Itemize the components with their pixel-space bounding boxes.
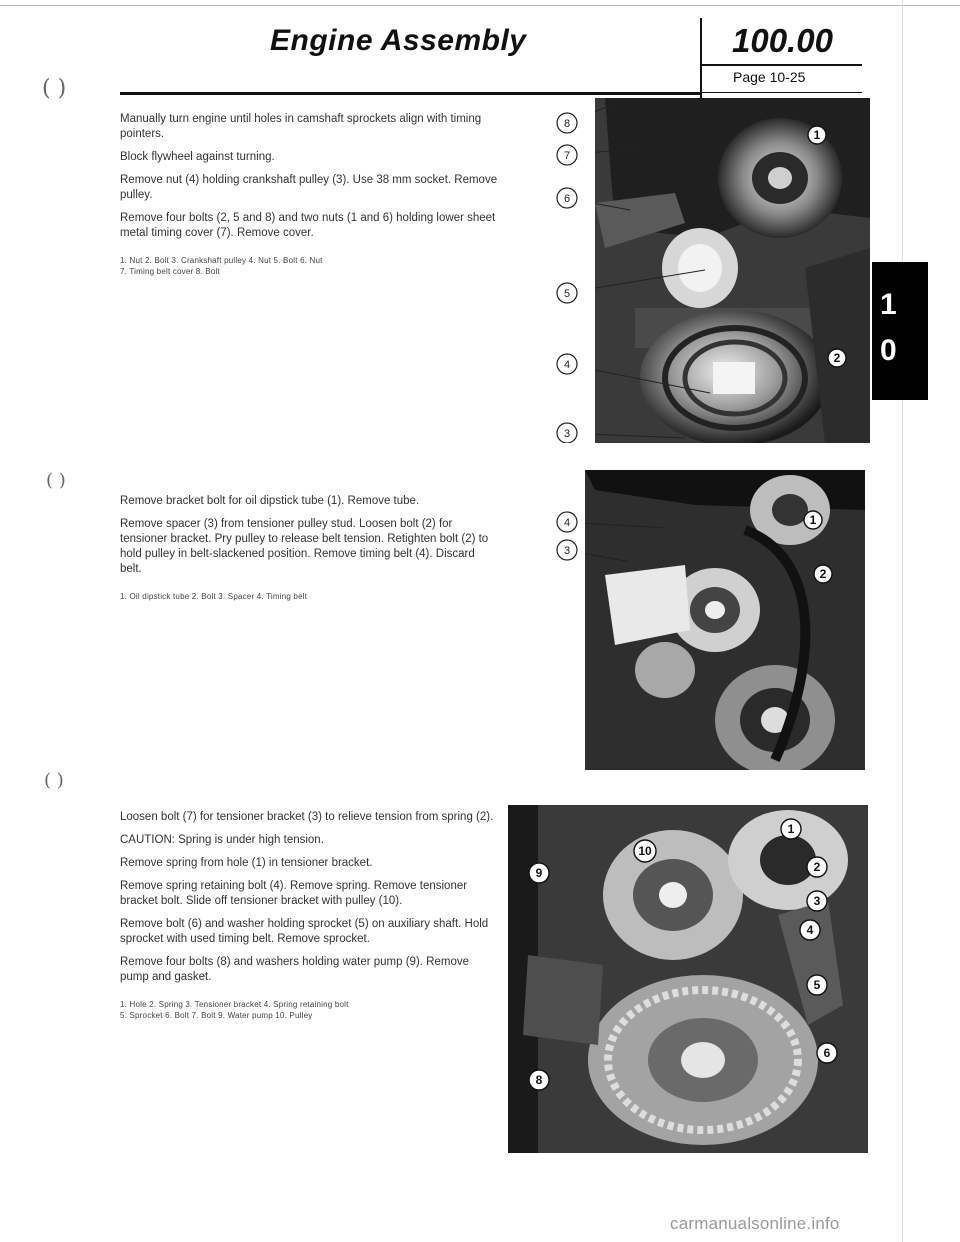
- tab-line: 0: [880, 334, 897, 367]
- callout-label: 5: [563, 288, 571, 300]
- tab-line: 1: [880, 288, 897, 321]
- section-2: [120, 494, 498, 602]
- paragraph: Remove four bolts (2, 5 and 8) and two nuts (1 and 6) holding lower sheet metal timing cover (7). Remove cover.: [120, 212, 496, 239]
- header-rule: [120, 92, 700, 95]
- callout-label: 6: [563, 193, 571, 205]
- callout-label: 4: [806, 923, 814, 937]
- callout-label: 3: [813, 894, 821, 908]
- header-rule-right: [702, 92, 862, 93]
- page-title: Engine Assembly: [270, 24, 527, 57]
- callout-label: 1: [813, 128, 821, 142]
- paragraph: Remove spring retaining bolt (4). Remove spring. Remove tensioner bracket bolt. Slide off tensioner bracket with pulley (10).: [120, 880, 468, 907]
- callout-label: 8: [563, 118, 571, 130]
- paragraph: Loosen bolt (7) for tensioner bracket (3) to relieve tension from spring (2).: [120, 811, 494, 823]
- top-edge-line: [0, 5, 960, 6]
- paragraph: Remove spacer (3) from tensioner pulley stud. Loosen bolt (2) for tensioner bracket. Pry pulley to release belt tension. Retighten bolt (2) to hold pulley in belt-slackened position. Remove timing belt (4). Discard belt.: [120, 518, 489, 575]
- section-code: 100.00: [732, 22, 833, 59]
- page-number: Page 10-25: [733, 69, 806, 85]
- paragraph: CAUTION: Spring is under high tension.: [120, 834, 324, 846]
- paragraph: Remove nut (4) holding crankshaft pulley (3). Use 38 mm socket. Remove pulley.: [120, 174, 498, 201]
- figure-legend: 1. Oil dipstick tube 2. Bolt 3. Spacer 4. Timing belt: [120, 592, 308, 601]
- paragraph: Block flywheel against turning.: [120, 151, 275, 163]
- header-divider: [700, 18, 702, 98]
- callout-label: 6: [823, 1046, 831, 1060]
- callout-label: 1: [787, 822, 795, 836]
- callout-label: 3: [563, 545, 571, 557]
- watermark: carmanualsonline.info: [670, 1214, 840, 1233]
- section-3: [120, 810, 498, 1021]
- callout-label: 3: [563, 428, 571, 440]
- callout-label: 2: [819, 567, 827, 581]
- callout-label: 2: [833, 351, 841, 365]
- code-underline: [702, 64, 862, 66]
- figure-3-water-pump-photo: [508, 805, 868, 1153]
- callout-label: 5: [813, 978, 821, 992]
- figure-legend: 1. Hole 2. Spring 3. Tensioner bracket 4. Spring retaining bolt 5. Sprocket 6. Bolt 7. Bolt 9. Water pump 10. Pulley: [120, 1000, 349, 1020]
- figure-legend: 1. Nut 2. Bolt 3. Crankshaft pulley 4. Nut 5. Bolt 6. Nut 7. Timing belt cover 8. Bolt: [120, 256, 323, 276]
- callout-label: 2: [813, 860, 821, 874]
- figure-1-timing-cover-photo: [535, 98, 870, 443]
- page-edge: [902, 0, 903, 1242]
- paragraph: Remove bracket bolt for oil dipstick tube (1). Remove tube.: [120, 495, 420, 507]
- paragraph: Manually turn engine until holes in camshaft sprockets align with timing pointers.: [120, 113, 482, 140]
- callout-label: 7: [563, 150, 571, 162]
- callout-label: 8: [535, 1073, 543, 1087]
- callout-label: 10: [638, 844, 652, 858]
- repair-group-tab-label: [880, 282, 897, 374]
- binder-hole-mark: ( ): [44, 770, 64, 791]
- binder-hole-mark: ( ): [42, 76, 67, 101]
- callout-label: 1: [809, 513, 817, 527]
- callout-label: 9: [535, 866, 543, 880]
- callout-label: 4: [563, 359, 571, 371]
- paragraph: Remove bolt (6) and washer holding sprocket (5) on auxiliary shaft. Hold sprocket with used timing belt. Remove sprocket.: [120, 918, 489, 945]
- section-1: [120, 112, 498, 277]
- callout-label: 4: [563, 517, 571, 529]
- binder-hole-mark: ( ): [46, 470, 66, 491]
- figure-2-timing-belt-photo: [545, 470, 865, 770]
- paragraph: Remove four bolts (8) and washers holding water pump (9). Remove pump and gasket.: [120, 956, 469, 983]
- paragraph: Remove spring from hole (1) in tensioner bracket.: [120, 857, 373, 869]
